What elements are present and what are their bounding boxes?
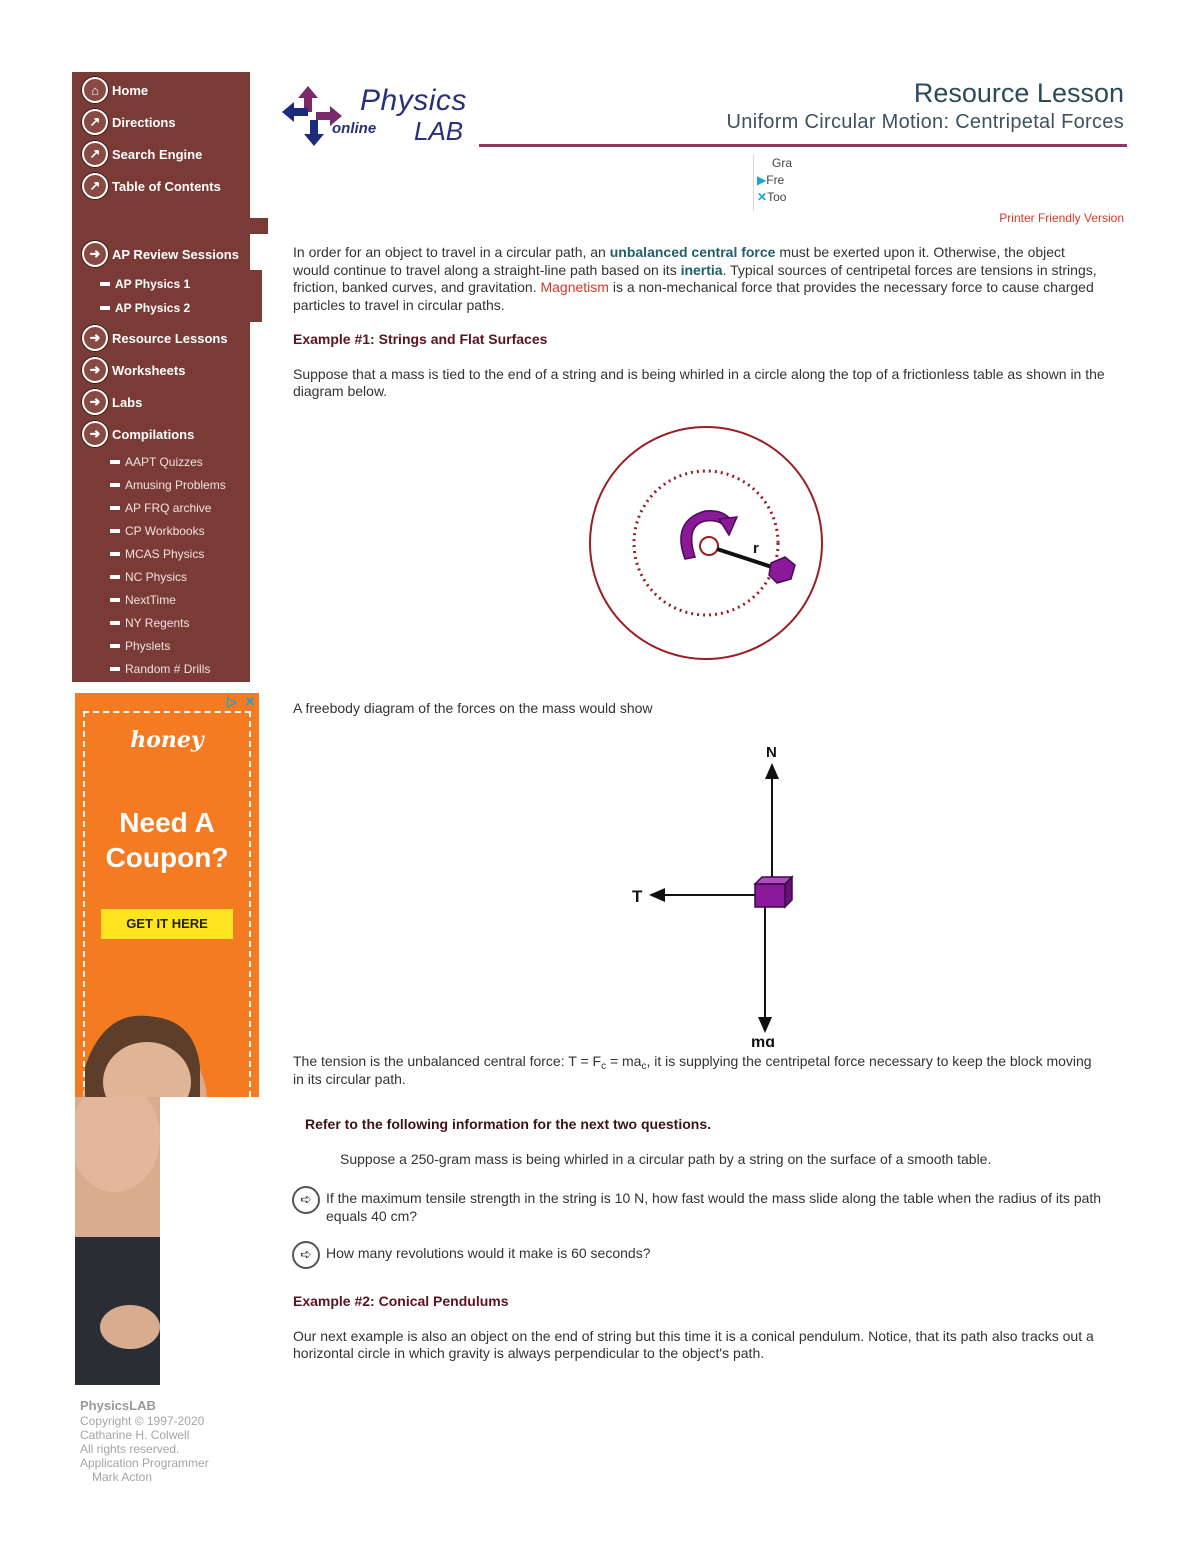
example2-text: Our next example is also an object on the end of string but this time it is a conical pendulum. Notice, that its path also tracks out a horizontal circle in which gravity is always perpendicular to the object's path. xyxy=(293,1327,1094,1361)
ap-sub-nav xyxy=(72,270,262,322)
play-icon: ▶ xyxy=(757,173,767,187)
normal-arrowhead xyxy=(765,763,779,779)
main-nav xyxy=(72,72,250,202)
advertisement[interactable] xyxy=(75,693,259,1097)
nav-nexttime[interactable]: NextTime xyxy=(72,588,250,611)
arrow-right-icon: ➜ xyxy=(82,357,108,383)
nav-home[interactable]: ⌂ Home xyxy=(72,74,250,106)
question-1: ➪ If the maximum tensile strength in the string is 10 N, how fast would the mass slide along the table when the radius of its path equals 40 cm? xyxy=(293,1190,1105,1225)
freebody-svg xyxy=(293,717,1105,1047)
ap-review-nav xyxy=(72,234,250,270)
directions-icon: ↗ xyxy=(82,109,108,135)
nav-ap-physics-2[interactable]: AP Physics 2 xyxy=(72,296,262,320)
ad-choices-icon[interactable]: ▷ xyxy=(227,694,237,709)
nav-physlets[interactable]: Physlets xyxy=(72,634,250,657)
physicslab-logo[interactable]: Physics online LAB xyxy=(280,84,476,150)
printer-friendly-link[interactable]: Printer Friendly Version xyxy=(999,211,1124,225)
nav-search-engine[interactable]: ↗ Search Engine xyxy=(72,138,250,170)
nav-spacer xyxy=(72,202,250,218)
string-line xyxy=(717,549,778,569)
tension-arrowhead xyxy=(649,888,665,902)
intro-paragraph: In order for an object to travel in a circular path, an unbalanced central force must be exerted upon it. Otherwise, the object would continue to travel along a straight-line path based on its inertia. Typical sources of centripetal forces are tensions in strings, friction, banked curves, and gravitation. Magnetism is a non-mechanical force that provides the necessary force to cause charged particles to travel in circular paths. xyxy=(293,244,1097,313)
ad-headline: Need A Coupon? xyxy=(105,807,229,873)
ad-person-body xyxy=(75,1097,160,1385)
ad-cta-button[interactable]: GET IT HERE xyxy=(101,909,233,939)
example1-heading: Example #1: Strings and Flat Surfaces xyxy=(293,331,548,347)
arrow-right-icon: ➜ xyxy=(82,421,108,447)
question-arrow-icon[interactable]: ➪ xyxy=(292,1241,320,1269)
example2-heading: Example #2: Conical Pendulums xyxy=(293,1293,509,1309)
close-icon[interactable]: ✕ xyxy=(757,190,768,204)
nav-ny-regents[interactable]: NY Regents xyxy=(72,611,250,634)
search-icon: ↗ xyxy=(82,141,108,167)
tension-explanation: The tension is the unbalanced central force: $T = F_c = ma_c$, it is supplying the centripetal force necessary to keep the block moving in its circular path. xyxy=(293,1053,1092,1087)
ad-close-icon[interactable]: ✕ xyxy=(244,694,256,709)
weight-arrowhead xyxy=(758,1017,772,1033)
sidebar xyxy=(72,72,268,682)
arrow-right-icon: ➜ xyxy=(82,325,108,351)
ad-person-image xyxy=(75,987,259,1097)
circular-motion-diagram xyxy=(293,401,1105,686)
circular-motion-svg xyxy=(293,401,1105,686)
nav-mcas-physics[interactable]: MCAS Physics xyxy=(72,542,250,565)
lesson-content xyxy=(293,244,1105,1363)
nav-divider xyxy=(72,218,268,234)
nav-compilations[interactable]: ➜ Compilations xyxy=(72,418,250,450)
refer-text: Suppose a 250-gram mass is being whirled in a circular path by a string on the surface of a smooth table. xyxy=(340,1150,992,1167)
tension-label: T xyxy=(632,887,643,906)
arrow-right-icon: ➜ xyxy=(82,389,108,415)
refer-heading: Refer to the following information for the next two questions. xyxy=(305,1116,711,1132)
contents-icon: ↗ xyxy=(82,173,108,199)
nav-table-of-contents[interactable]: ↗ Table of Contents xyxy=(72,170,250,202)
page-subtitle: Uniform Circular Motion: Centripetal Forces xyxy=(726,111,1124,133)
pivot-point xyxy=(700,537,718,555)
nav-aapt-quizzes[interactable]: AAPT Quizzes xyxy=(72,450,250,473)
ad-logo: honey xyxy=(130,727,204,753)
nav-labs[interactable]: ➜ Labs xyxy=(72,386,250,418)
nav-amusing-problems[interactable]: Amusing Problems xyxy=(72,473,250,496)
freebody-diagram xyxy=(293,717,1105,1047)
ad-image-lower[interactable] xyxy=(75,1097,160,1385)
unbalanced-central-force-link[interactable]: unbalanced central force xyxy=(609,244,776,260)
nav-worksheets[interactable]: ➜ Worksheets xyxy=(72,354,250,386)
fbd-mass-block xyxy=(755,877,792,907)
compilations-nav xyxy=(72,450,250,682)
radius-label: r xyxy=(753,539,759,557)
example1-text: Suppose that a mass is tied to the end of a string and is being whirled in a circle along the top of a frictionless table as shown in the diagram below. xyxy=(293,365,1105,399)
nav-nc-physics[interactable]: NC Physics xyxy=(72,565,250,588)
nav-random-drills[interactable]: Random # Drills xyxy=(72,657,250,680)
question-2: ➪ How many revolutions would it make is 60 seconds? xyxy=(293,1245,1105,1269)
logo-arrows-icon xyxy=(280,84,344,148)
normal-force-label: N xyxy=(766,744,777,761)
nav-resource-lessons[interactable]: ➜ Resource Lessons xyxy=(72,322,250,354)
arrow-right-icon: ➜ xyxy=(82,241,108,267)
freebody-intro: A freebody diagram of the forces on the mass would show xyxy=(293,699,653,716)
footer: PhysicsLAB Copyright © 1997-2020 Catharine H. Colwell All rights reserved. Application Programmer Mark Acton xyxy=(80,1398,209,1484)
inertia-link[interactable]: inertia xyxy=(680,261,723,278)
nav-cp-workbooks[interactable]: CP Workbooks xyxy=(72,519,250,542)
nav-directions[interactable]: ↗ Directions xyxy=(72,106,250,138)
mass-block xyxy=(769,557,795,583)
home-icon: ⌂ xyxy=(82,77,108,103)
page-title: Resource Lesson xyxy=(913,78,1124,108)
magnetism-link[interactable]: Magnetism xyxy=(540,279,609,295)
nav-ap-review-sessions[interactable]: ➜ AP Review Sessions xyxy=(72,238,250,270)
ad-controls xyxy=(225,695,257,709)
section-nav xyxy=(72,322,250,450)
title-divider xyxy=(479,144,1127,147)
nav-ap-frq-archive[interactable]: AP FRQ archive xyxy=(72,496,250,519)
mini-ad[interactable]: Gra ▶Fre ✕Too xyxy=(753,155,795,211)
nav-ap-physics-1[interactable]: AP Physics 1 xyxy=(72,272,262,296)
page-title-area xyxy=(727,78,1124,134)
question-arrow-icon[interactable]: ➪ xyxy=(292,1186,320,1214)
weight-label: mg xyxy=(751,1034,775,1047)
